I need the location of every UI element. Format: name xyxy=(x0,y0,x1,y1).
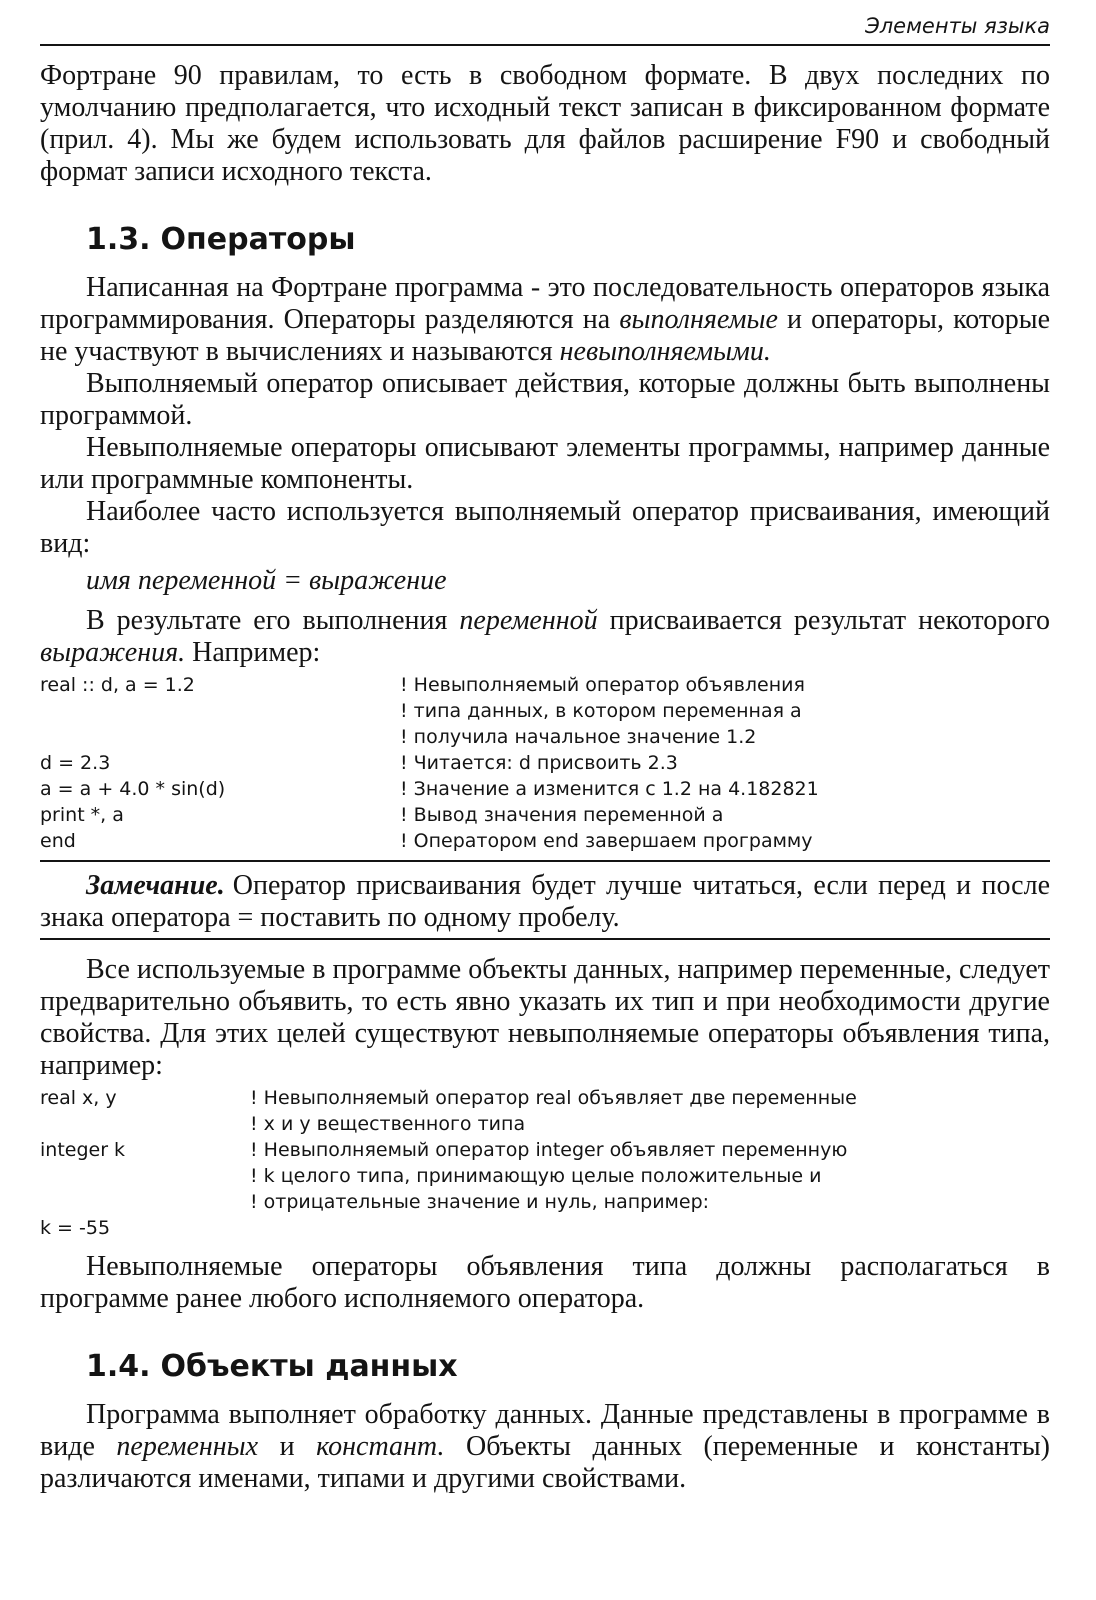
code-comment: ! отрицательные значение и нуль, например: xyxy=(250,1191,710,1213)
code-comment: ! Невыполняемый оператор real объявляет две переменные xyxy=(250,1087,857,1109)
code-comment: ! k целого типа, принимающую целые положительные и xyxy=(250,1165,822,1187)
text-run: Объекты данных (переменные и константы) различаются именами, типами и другими свойствами. xyxy=(40,1431,1051,1494)
code-statement: d = 2.3 xyxy=(40,752,111,774)
page-body xyxy=(40,60,1050,1495)
section-heading-1-3 xyxy=(86,220,1050,260)
term-variables: переменных xyxy=(116,1431,259,1462)
code-statement xyxy=(40,1189,250,1215)
code-comment: ! получила начальное значение 1.2 xyxy=(400,726,757,748)
paragraph-assignment-result xyxy=(40,605,1050,669)
text-run: и операторы, которые не участвуют в вычислениях и называются xyxy=(40,304,1050,367)
note-paragraph xyxy=(40,870,1050,934)
text-run: присваивается результат некоторого xyxy=(597,605,1050,636)
term-constants: констант. xyxy=(316,1431,445,1462)
code-line xyxy=(40,1215,1050,1241)
code-listing-assignment xyxy=(40,672,1050,854)
code-line xyxy=(40,1163,1050,1189)
code-line xyxy=(40,776,1050,802)
section-title: Операторы xyxy=(160,222,356,257)
code-line xyxy=(40,698,1050,724)
code-statement xyxy=(40,724,400,750)
code-statement: a = a + 4.0 * sin(d) xyxy=(40,778,226,800)
term-non-executable: невыполняемыми. xyxy=(559,336,771,367)
code-statement: k = -55 xyxy=(40,1217,111,1239)
code-statement: integer k xyxy=(40,1139,126,1161)
code-comment: ! Невыполняемый оператор объявления xyxy=(400,674,805,696)
paragraph-declaration-order: Невыполняемые операторы объявления типа должны располагаться в программе ранее любого исполняемого оператора. xyxy=(40,1251,1050,1314)
text-run: Написанная на Фортране программа - это последовательность операторов языка программирования. Операторы разделяются на xyxy=(40,272,1050,335)
code-statement: end xyxy=(40,830,76,852)
code-statement: real x, y xyxy=(40,1087,117,1109)
text-run: и xyxy=(258,1431,317,1462)
text-run: Программа выполняет обработку данных. Данные представлены в программе в виде xyxy=(40,1399,1050,1462)
code-listing-declarations xyxy=(40,1085,1050,1241)
code-comment: ! Вывод значения переменной a xyxy=(400,804,724,826)
assignment-formula: имя переменной = выражение xyxy=(86,565,447,596)
code-comment: ! Невыполняемый оператор integer объявляет переменную xyxy=(250,1139,848,1161)
intro-paragraph: Фортране 90 правилам, то есть в свободном формате. В двух последних по умолчанию предполагается, что исходный текст записан в фиксированном формате (прил. 4). Мы же будем использовать для файлов расширение F90 и свободный формат записи исходного текста. xyxy=(40,60,1050,187)
note-box xyxy=(40,860,1050,940)
code-comment: ! типа данных, в котором переменная a xyxy=(400,700,802,722)
code-line xyxy=(40,828,1050,854)
header-rule xyxy=(40,44,1050,46)
paragraph-data-objects xyxy=(40,1399,1050,1495)
code-line xyxy=(40,750,1050,776)
term-variable: переменной xyxy=(459,605,598,636)
code-comment xyxy=(250,1215,1050,1241)
code-statement xyxy=(40,698,400,724)
code-comment: ! x и y вещественного типа xyxy=(250,1113,526,1135)
paragraph-executable-operator: Выполняемый оператор описывает действия, которые должны быть выполнены программой. xyxy=(40,368,1050,431)
code-line xyxy=(40,672,1050,698)
code-statement: print *, a xyxy=(40,804,124,826)
paragraph-non-executable-operators: Невыполняемые операторы описывают элементы программы, например данные или программные компоненты. xyxy=(40,432,1050,495)
paragraph-assignment: Наиболее часто используется выполняемый оператор присваивания, имеющий вид: xyxy=(40,496,1050,559)
section-number: 1.4. xyxy=(86,1349,151,1384)
note-label: Замечание. xyxy=(86,870,225,901)
code-comment: ! Читается: d присвоить 2.3 xyxy=(400,752,678,774)
code-statement: real :: d, a = 1.2 xyxy=(40,674,195,696)
text-run: Например: xyxy=(185,637,321,668)
code-line xyxy=(40,802,1050,828)
code-comment: ! Оператором end завершаем программу xyxy=(400,830,813,852)
paragraph-declarations: Все используемые в программе объекты данных, например переменные, следует предварительно объявить, то есть явно указать их тип и при необходимости другие свойства. Для этих целей существуют невыполняемые операторы объявления типа, например: xyxy=(40,954,1050,1081)
code-comment: ! Значение a изменится с 1.2 на 4.182821 xyxy=(400,778,819,800)
code-line xyxy=(40,1189,1050,1215)
code-statement xyxy=(40,1163,250,1189)
code-line xyxy=(40,1111,1050,1137)
running-head: Элементы языка xyxy=(865,14,1050,38)
book-page xyxy=(40,0,1050,1600)
section-heading-1-4 xyxy=(86,1347,1050,1387)
note-text: Оператор присваивания будет лучше читаться, если перед и после знака оператора = поставить по одному пробелу. xyxy=(40,870,1050,933)
term-executable: выполняемые xyxy=(619,304,778,335)
term-expression: выражения. xyxy=(40,637,186,668)
section-title: Объекты данных xyxy=(160,1349,458,1384)
section-number: 1.3. xyxy=(86,222,151,257)
code-line xyxy=(40,1085,1050,1111)
code-line xyxy=(40,1137,1050,1163)
code-line xyxy=(40,724,1050,750)
code-statement xyxy=(40,1111,250,1137)
text-run: В результате его выполнения xyxy=(86,605,460,636)
paragraph-operators-definition xyxy=(40,272,1050,368)
